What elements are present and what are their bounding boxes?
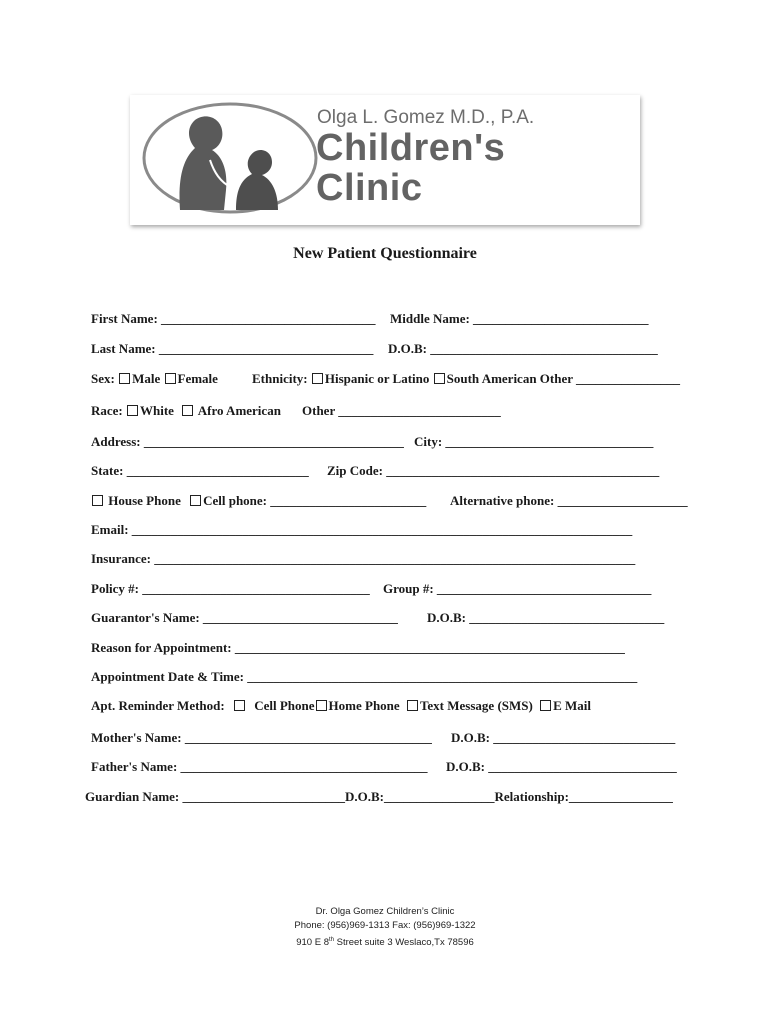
guardian-row-field[interactable]: Guardian Name: _________________________D.O.B:_________________Relationship:________________ <box>85 789 673 804</box>
house-phone-label: House Phone <box>108 493 181 508</box>
race-row <box>91 403 281 419</box>
ethnicity-row <box>252 371 680 387</box>
city-field[interactable]: City: ________________________________ <box>414 434 654 449</box>
address-field[interactable]: Address: ________________________________________ <box>91 434 404 449</box>
phone-row <box>91 493 426 509</box>
sex-label: Sex: <box>91 371 115 386</box>
house-phone-checkbox[interactable] <box>92 495 103 506</box>
guarantor-name-field[interactable]: Guarantor's Name: ______________________________ <box>91 610 398 625</box>
clinic-footer <box>0 905 770 950</box>
doctor-child-logo-icon <box>140 100 320 220</box>
south-american-checkbox[interactable] <box>434 373 445 384</box>
insurance-field[interactable]: Insurance: __________________________________________________________________________ <box>91 551 636 566</box>
cell-phone-checkbox[interactable] <box>190 495 201 506</box>
reminder-method-label: Apt. Reminder Method: <box>91 698 225 713</box>
reason-for-appointment-field[interactable]: Reason for Appointment: ____________________________________________________________ <box>91 640 625 655</box>
male-label: Male <box>132 371 161 386</box>
reminder-cell-label: Cell Phone <box>254 698 315 713</box>
white-checkbox[interactable] <box>127 405 138 416</box>
south-american-field[interactable]: South American Other ________________ <box>446 371 681 386</box>
sex-row <box>91 371 218 387</box>
middle-name-field[interactable]: Middle Name: ___________________________ <box>390 311 649 326</box>
footer-phone-fax: Phone: (956)969-1313 Fax: (956)969-1322 <box>294 920 476 931</box>
appointment-date-time-field[interactable]: Appointment Date & Time: ____________________________________________________________ <box>91 669 638 684</box>
ethnicity-label: Ethnicity: <box>252 371 308 386</box>
group-number-field[interactable]: Group #: _________________________________ <box>383 581 652 596</box>
female-checkbox[interactable] <box>165 373 176 384</box>
zip-code-field[interactable]: Zip Code: __________________________________________ <box>327 463 660 478</box>
mother-name-field[interactable]: Mother's Name: ______________________________________ <box>91 730 432 745</box>
guarantor-dob-field[interactable]: D.O.B: ______________________________ <box>427 610 665 625</box>
reminder-email-checkbox[interactable] <box>540 700 551 711</box>
female-label: Female <box>177 371 218 386</box>
hispanic-checkbox[interactable] <box>312 373 323 384</box>
father-dob-field[interactable]: D.O.B: _____________________________ <box>446 759 677 774</box>
mother-dob-field[interactable]: D.O.B: ____________________________ <box>451 730 676 745</box>
afro-american-checkbox[interactable] <box>182 405 193 416</box>
reminder-cell-checkbox[interactable] <box>234 700 245 711</box>
logo-clinic: Clinic <box>316 167 423 209</box>
first-name-field[interactable]: First Name: _________________________________ <box>91 311 376 326</box>
hispanic-label: Hispanic or Latino <box>324 371 430 386</box>
cell-phone-field[interactable]: Cell phone: ________________________ <box>203 493 427 508</box>
male-checkbox[interactable] <box>119 373 130 384</box>
page-title: New Patient Questionnaire <box>293 245 477 262</box>
father-name-field[interactable]: Father's Name: ______________________________________ <box>91 759 428 774</box>
footer-clinic-name: Dr. Olga Gomez Children’s Clinic <box>315 906 455 917</box>
footer-address: 910 E 8th Street suite 3 Weslaco,Tx 78596 <box>296 937 474 949</box>
reminder-text-checkbox[interactable] <box>407 700 418 711</box>
alternative-phone-field[interactable]: Alternative phone: ____________________ <box>450 493 688 508</box>
clinic-logo <box>130 95 640 225</box>
afro-american-label: Afro American <box>197 403 281 418</box>
reminder-home-label: Home Phone <box>328 698 400 713</box>
reminder-email-label: E Mail <box>553 698 592 713</box>
email-field[interactable]: Email: _____________________________________________________________________________ <box>91 522 633 537</box>
white-label: White <box>140 403 174 418</box>
reminder-text-label: Text Message (SMS) <box>419 698 533 713</box>
last-name-field[interactable]: Last Name: _________________________________ <box>91 341 374 356</box>
logo-doctor-name: Olga L. Gomez M.D., P.A. <box>317 107 535 128</box>
reminder-home-checkbox[interactable] <box>316 700 327 711</box>
policy-number-field[interactable]: Policy #: ___________________________________ <box>91 581 370 596</box>
race-other-field[interactable]: Other _________________________ <box>302 403 501 418</box>
state-field[interactable]: State: ____________________________ <box>91 463 309 478</box>
reminder-method-row <box>91 698 591 714</box>
race-label: Race: <box>91 403 123 418</box>
logo-childrens: Children's <box>316 127 506 169</box>
dob-field[interactable]: D.O.B: ___________________________________ <box>388 341 658 356</box>
